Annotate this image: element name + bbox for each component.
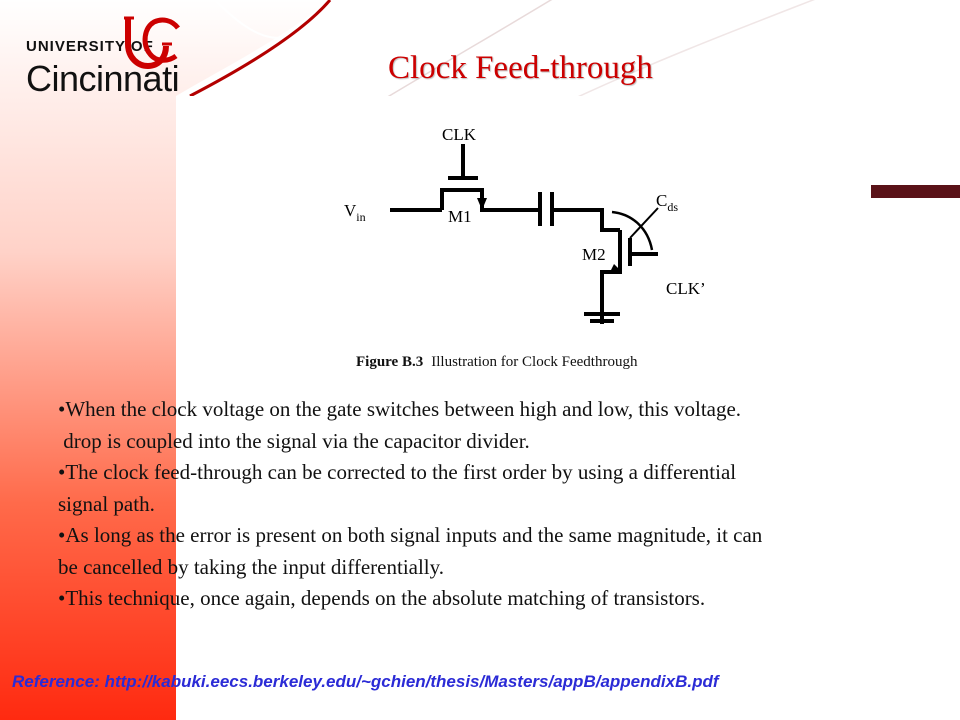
university-logo [26,38,180,99]
label-clk-prime: CLK’ [666,279,706,298]
logo-line-cincinnati: Cincinnati [26,58,180,99]
slide-title: Clock Feed-through [388,50,653,86]
bullet-line: •The clock feed-through can be corrected to the first order by using a differential [58,460,737,484]
label-cds: $C_{ds}$ [656,191,679,214]
bullet-line: •As long as the error is present on both signal inputs and the same magnitude, it can [58,523,763,547]
figure-caption [356,354,637,371]
figure-caption-label: Figure B.3 [356,354,424,370]
cds-arrow [630,208,658,238]
circuit-diagram [330,112,730,342]
uc-monogram-icon [122,14,182,72]
bullet-line: •This technique, once again, depends on the absolute matching of transistors. [58,586,706,610]
label-vin: $V_{in}$ [344,201,366,224]
bullet-line: be cancelled by taking the input differentially. [58,554,445,579]
logo-line-university-of: UNIVERSITY OF [26,38,154,55]
wire-cap-node [552,210,620,230]
accent-bar [871,185,960,198]
bullet-line: •When the clock voltage on the gate switches between high and low, this voltage. [58,397,742,421]
label-clk: CLK [442,125,476,144]
bullet-list [58,394,958,615]
label-m2: M2 [582,245,606,264]
reference-link[interactable]: Reference: http://kabuki.eecs.berkeley.edu/~gchien/thesis/Masters/appB/appendixB.pdf [12,672,719,691]
label-m1: M1 [448,207,472,226]
figure-caption-text: Illustration for Clock Feedthrough [431,354,638,370]
bullet-line: signal path. [58,491,155,516]
bullet-line: drop is coupled into the signal via the capacitor divider. [58,428,530,453]
